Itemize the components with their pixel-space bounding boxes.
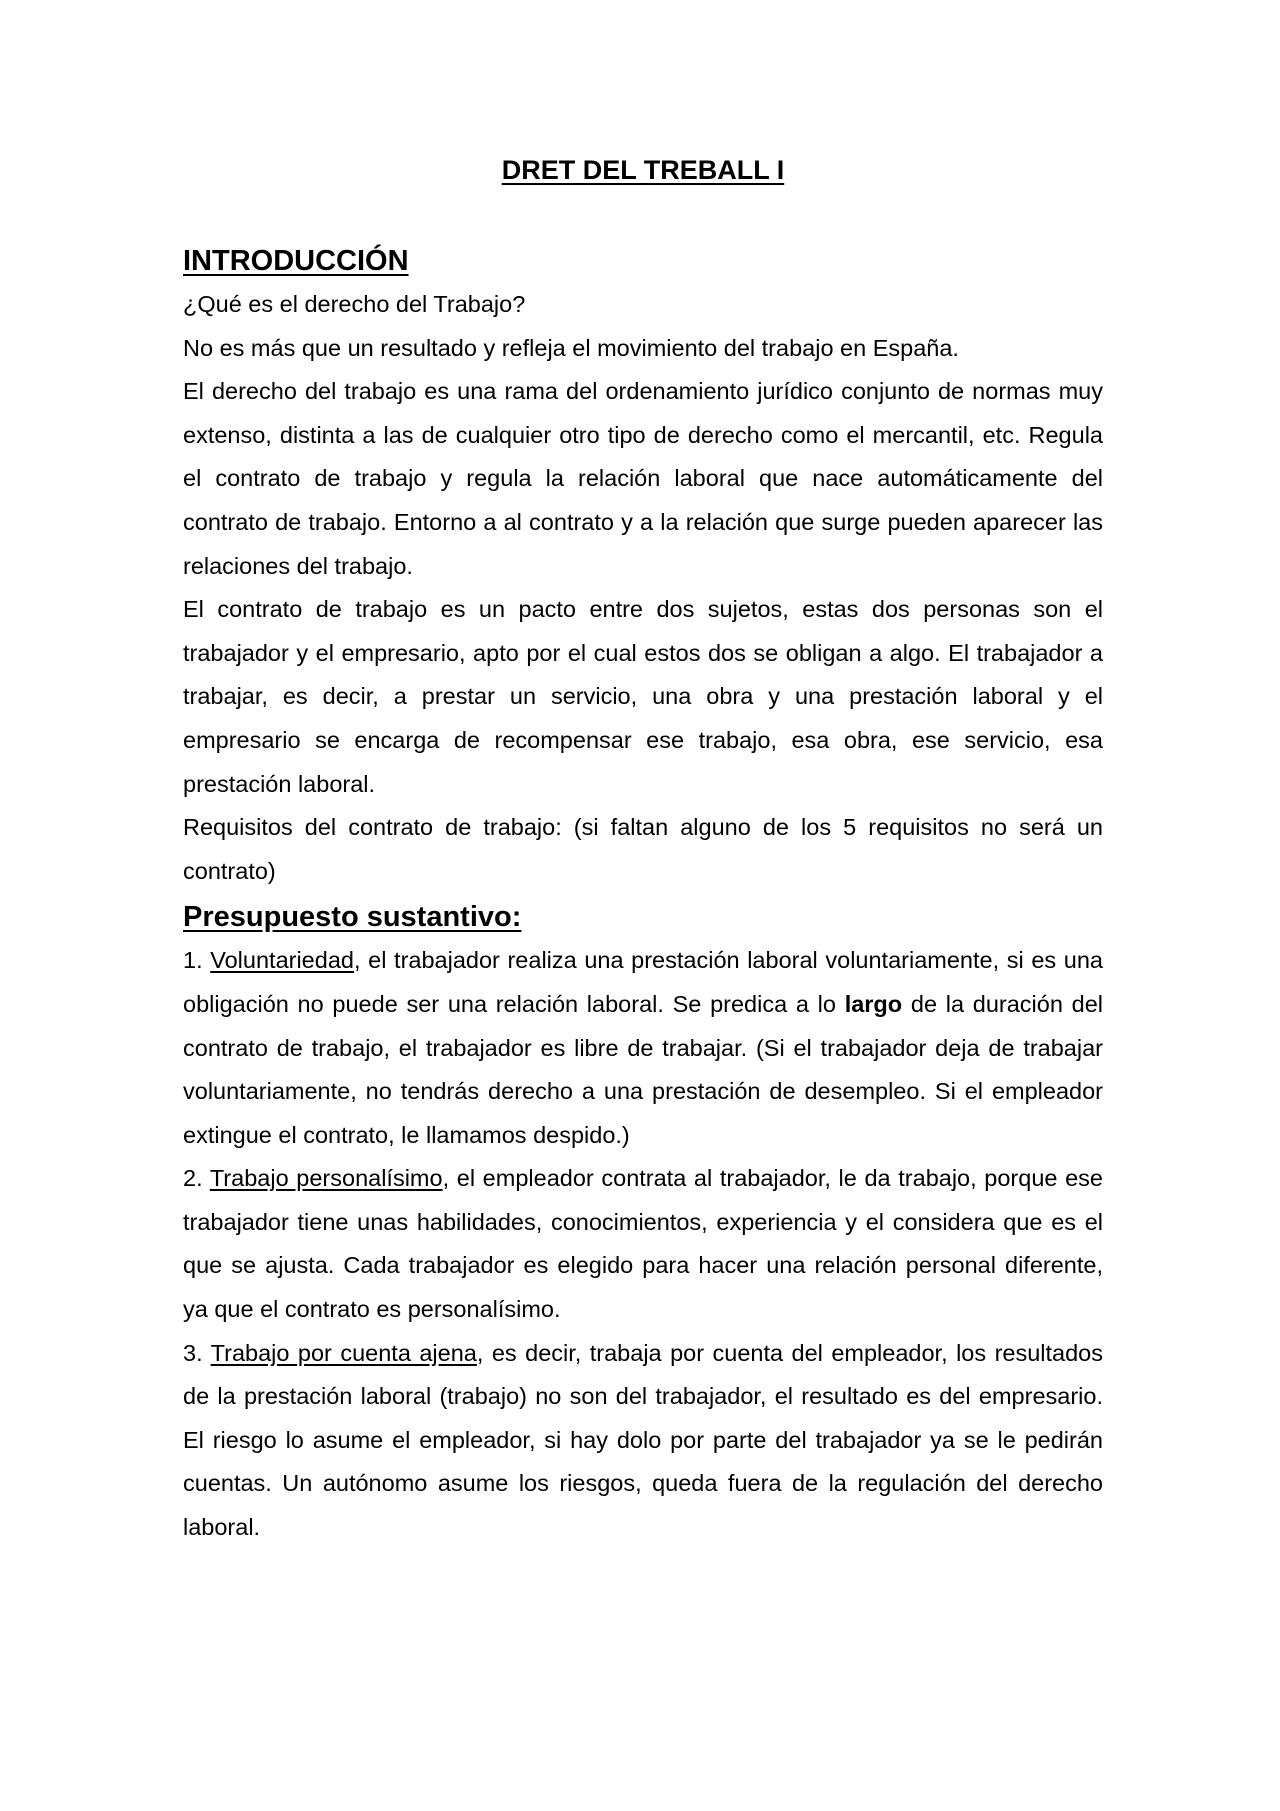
requirement-number: 2. [183, 1165, 210, 1192]
requirement-term-personalisimo: Trabajo personalísimo [209, 1165, 443, 1192]
requirement-text: , el trabajador realiza una prestación laboral voluntariamente, si es una obligación no puede ser una relación laboral. Se predica a lo [183, 947, 1103, 1017]
presupuesto-heading: Presupuesto sustantivo: [183, 901, 522, 934]
intro-paragraph-4: Requisitos del contrato de trabajo: (si faltan alguno de los 5 requisitos no será un contrato) [183, 814, 1103, 884]
requirement-item-3 [183, 1332, 1103, 1550]
requirement-text: , el empleador contrata al trabajador, le da trabajo, porque ese trabajador tiene unas habilidades, conocimientos, experiencia y el considera que es el que se ajusta. Cada trabajador es elegido para hacer una relación personal diferente, ya que el contrato es personalísimo. [183, 1165, 1104, 1323]
requirement-item-1 [183, 939, 1103, 1157]
requirement-number: 1. [183, 947, 211, 974]
requirement-text-continued: de la duración del contrato de trabajo, el trabajador es libre de trabajar. (Si el trabajador deja de trabajar voluntariamente, no tendrás derecho a una prestación de desempleo. Si el empleador extingue el contrato, le llamamos despido.) [183, 990, 1103, 1148]
requirement-term-voluntariedad: Voluntariedad [210, 947, 354, 974]
intro-paragraph-2: El derecho del trabajo es una rama del ordenamiento jurídico conjunto de normas muy extenso, distinta a las de cualquier otro tipo de derecho como el mercantil, etc. Regula el contrato de trabajo y regula la relación laboral que nace automáticamente del contrato de trabajo. Entorno a al contrato y a la relación que surge pueden aparecer las relaciones del trabajo. [183, 378, 1103, 579]
requirement-text: , es decir, trabaja por cuenta del empleador, los resultados de la prestación laboral (trabajo) no son del trabajador, el resultado es del empresario. El riesgo lo asume el empleador, si hay dolo por parte del trabajador ya se le pedirán cuentas. Un autónomo asume los riesgos, queda fuera de la regulación del derecho laboral. [183, 1339, 1103, 1541]
requirement-item-2 [183, 1157, 1103, 1331]
document-content [183, 148, 1103, 1550]
introduction-heading: INTRODUCCIÓN [183, 245, 409, 277]
intro-paragraph-1: No es más que un resultado y refleja el movimiento del trabajo en España. [183, 334, 959, 361]
requirement-number: 3. [183, 1339, 211, 1366]
requirement-term-cuenta-ajena: Trabajo por cuenta ajena [210, 1339, 477, 1366]
bold-word-largo: largo [844, 990, 903, 1017]
intro-question: ¿Qué es el derecho del Trabajo? [183, 291, 526, 317]
intro-paragraph-3: El contrato de trabajo es un pacto entre dos sujetos, estas dos personas son el trabajador y el empresario, apto por el cual estos dos se obligan a algo. El trabajador a trabajar, es decir, a prestar un servicio, una obra y una prestación laboral y el empresario se encarga de recompensar ese trabajo, esa obra, ese servicio, esa prestación laboral. [183, 596, 1103, 797]
document-title: DRET DEL TREBALL I [501, 155, 785, 185]
